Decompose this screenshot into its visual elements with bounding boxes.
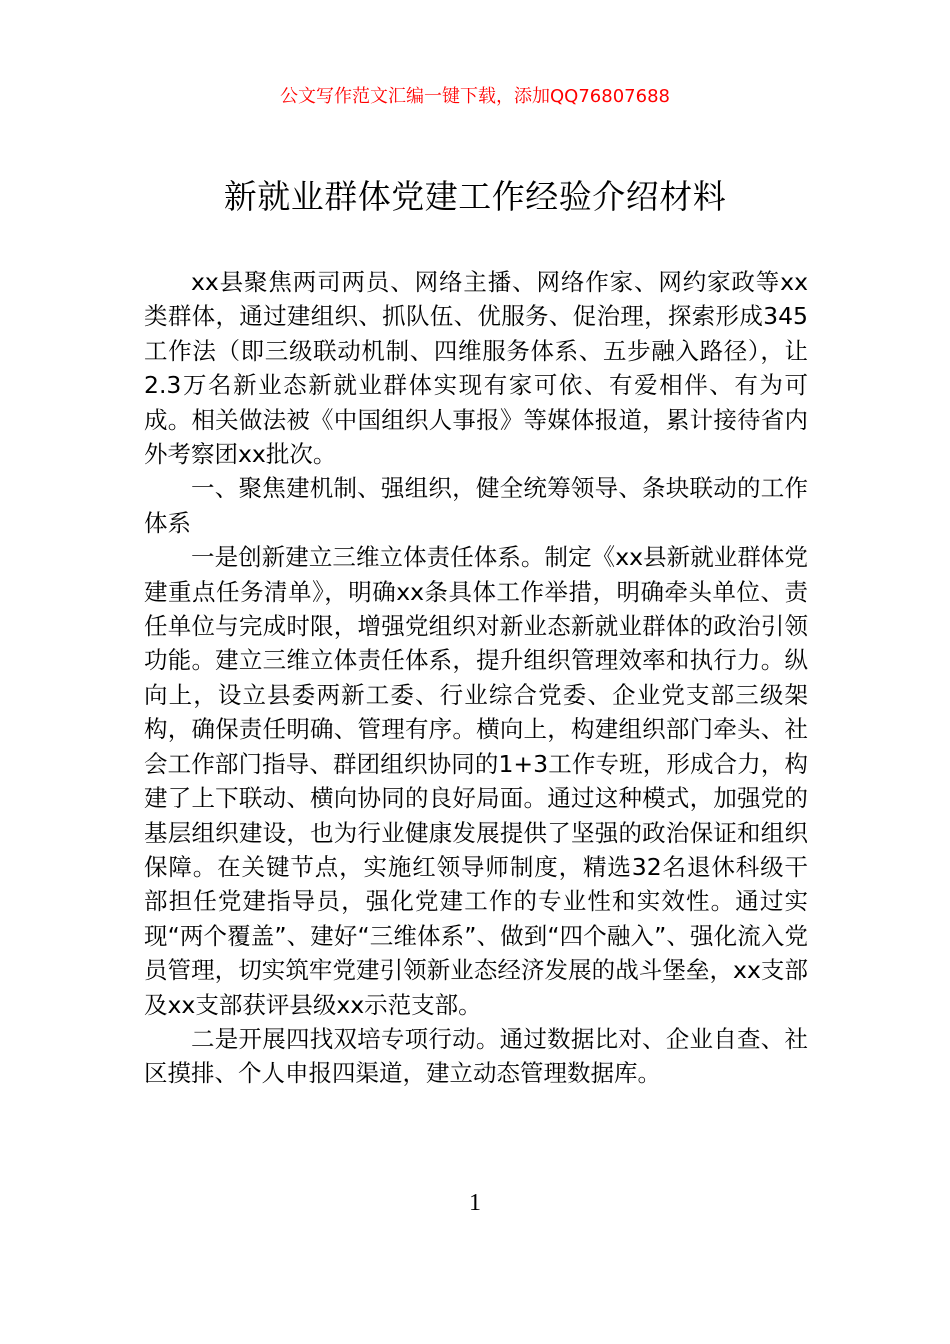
- body-paragraph: 一是创新建立三维立体责任体系。制定《xx县新就业群体党建重点任务清单》，明确xx条具体工作举措，明确牵头单位、责任单位与完成时限，增强党组织对新业态新就业群体的政治引领功能。建立三维立体责任体系，提升组织管理效率和执行力。纵向上，设立县委两新工委、行业综合党委、企业党支部三级架构，确保责任明确、管理有序。横向上，构建组织部门牵头、社会工作部门指导、群团组织协同的1+3工作专班，形成合力，构建了上下联动、横向协同的良好局面。通过这种模式，加强党的基层组织建设，也为行业健康发展提供了坚强的政治保证和组织保障。在关键节点，实施红领导师制度，精选32名退休科级干部担任党建指导员，强化党建工作的专业性和实效性。通过实现“两个覆盖”、建好“三维体系”、做到“四个融入”、强化流入党员管理，切实筑牢党建引领新业态经济发展的战斗堡垒，xx支部及xx支部获评县级xx示范支部。: [144, 543, 808, 1019]
- page-number: 1: [469, 1190, 481, 1216]
- document-body: [144, 265, 808, 1091]
- section-heading: 一、聚焦建机制、强组织，健全统筹领导、条块联动的工作体系: [144, 474, 808, 537]
- download-banner: 公文写作范文汇编一键下载，添加QQ76807688: [280, 86, 670, 107]
- document-title: 新就业群体党建工作经验介绍材料: [223, 177, 727, 216]
- body-paragraph: 二是开展四找双培专项行动。通过数据比对、企业自查、社区摸排、个人申报四渠道，建立动态管理数据库。: [144, 1024, 808, 1088]
- intro-paragraph: xx县聚焦两司两员、网络主播、网络作家、网约家政等xx类群体，通过建组织、抓队伍、优服务、促治理，探索形成345工作法（即三级联动机制、四维服务体系、五步融入路径），让2.3万名新业态新就业群体实现有家可依、有爱相伴、有为可成。相关做法被《中国组织人事报》等媒体报道，累计接待省内外考察团xx批次。: [144, 268, 808, 469]
